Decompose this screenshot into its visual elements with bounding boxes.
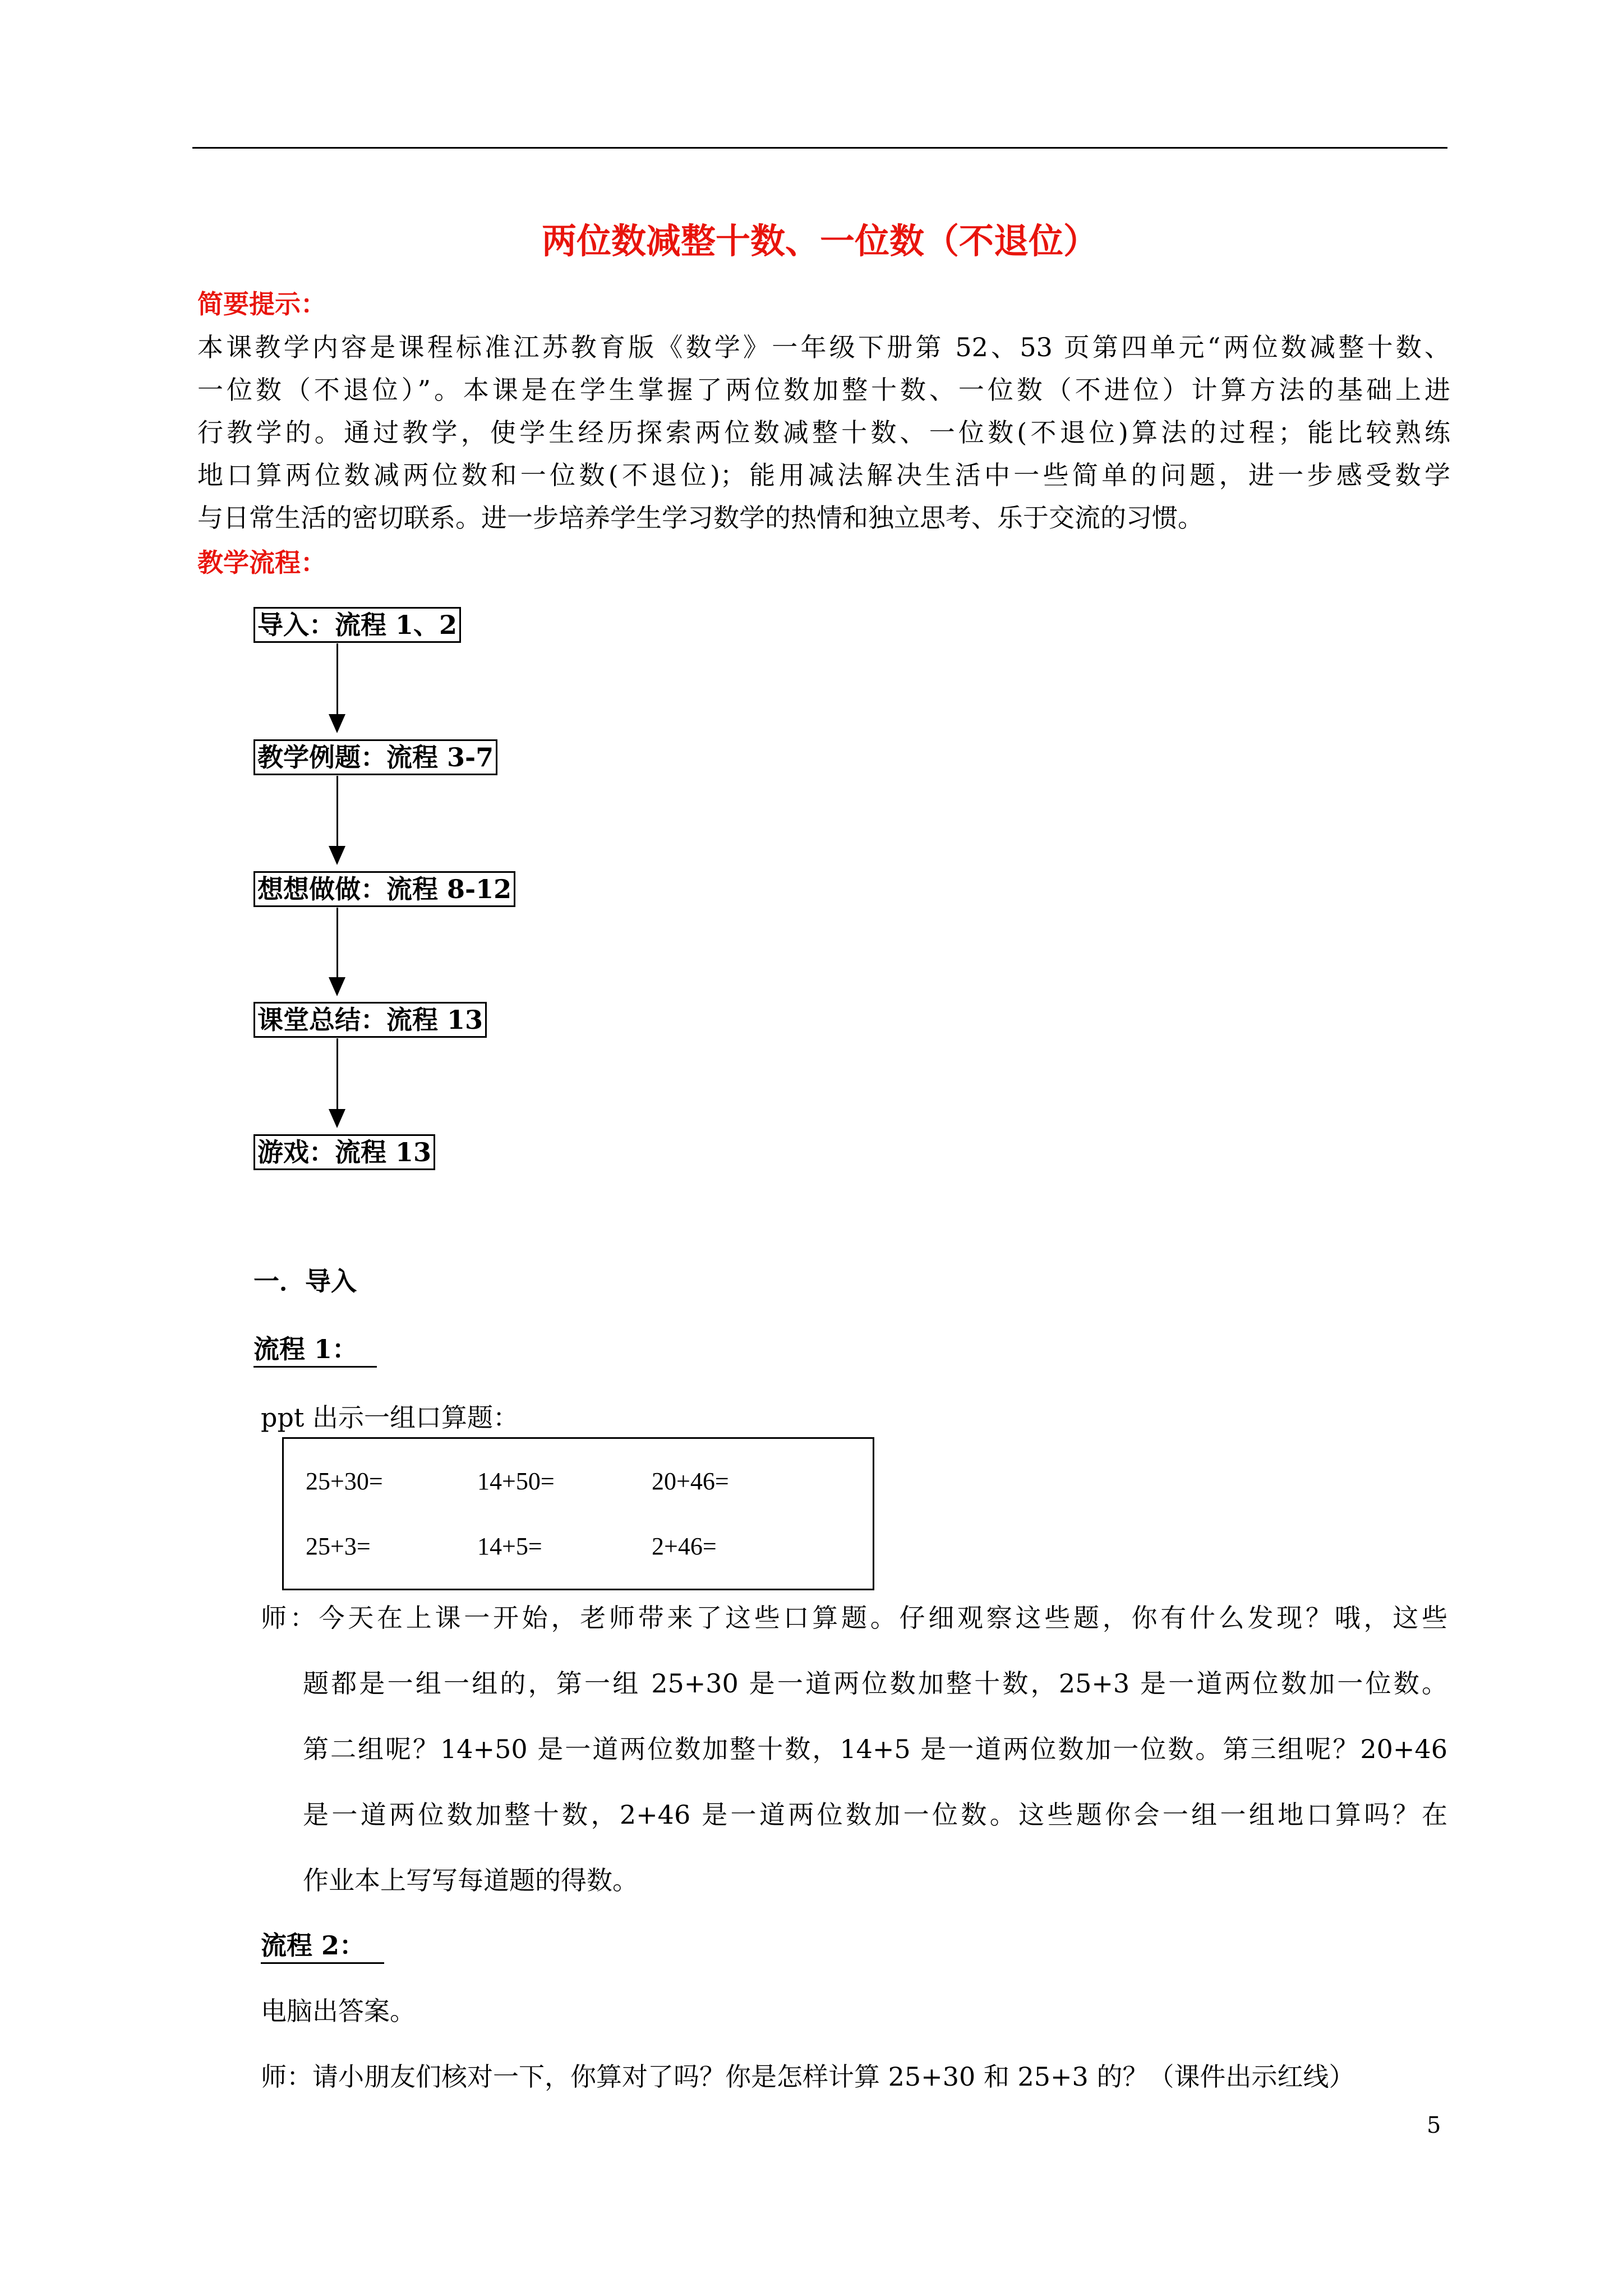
intro-line: 一位数（不退位）”。本课是在学生掌握了两位数加整十数、一位数（不进位）计算方法的基础上进 — [197, 375, 1450, 405]
calc-problem: 25+3= — [306, 1533, 371, 1560]
flow-step-game: 游戏：流程 13 — [253, 1134, 435, 1170]
teacher-line: 题都是一组一组的，第一组 25+30 是一道两位数加整十数，25+3 是一道两位数加一位数。 — [303, 1668, 1447, 1699]
calc-problem: 2+46= — [652, 1533, 717, 1560]
calc-problem: 14+5= — [477, 1533, 542, 1560]
process-1-label: 流程 1： — [253, 1332, 377, 1368]
flow-arrow — [336, 908, 338, 994]
intro-line: 地口算两位数减两位数和一位数(不退位)；能用减法解决生活中一些简单的问题，进一步感受数学 — [197, 460, 1450, 490]
ppt-intro-text: ppt 出示一组口算题： — [261, 1402, 519, 1433]
calc-problem: 25+30= — [306, 1467, 383, 1495]
flow-step-summary: 课堂总结：流程 13 — [253, 1002, 487, 1038]
flow-step-intro: 导入：流程 1、2 — [253, 607, 461, 643]
flow-arrow — [336, 776, 338, 863]
intro-line: 与日常生活的密切联系。进一步培养学生学习数学的热情和独立思考、乐于交流的习惯。 — [197, 503, 1204, 533]
teacher-line: 是一道两位数加整十数，2+46 是一道两位数加一位数。这些题你会一组一组地口算吗？在 — [303, 1800, 1447, 1830]
computer-answer-text: 电脑出答案。 — [261, 1996, 416, 2026]
teacher-question-text: 师：请小朋友们核对一下，你算对了吗？你是怎样计算 25+30 和 25+3 的？（课件出示红线） — [261, 2062, 1355, 2092]
teacher-line: 第二组呢？14+50 是一道两位数加整十数，14+5 是一道两位数加一位数。第三组呢？20+46 — [303, 1734, 1447, 1764]
header-rule — [192, 147, 1447, 149]
calc-problem: 14+50= — [477, 1467, 555, 1495]
teacher-line: 作业本上写写每道题的得数。 — [303, 1865, 638, 1895]
calc-problems-box — [282, 1437, 874, 1590]
flow-step-example: 教学例题：流程 3-7 — [253, 739, 497, 775]
summary-heading: 简要提示： — [197, 289, 326, 319]
intro-line: 本课教学内容是课程标准江苏教育版《数学》一年级下册第 52、53 页第四单元“两位数减整十数、 — [197, 332, 1450, 362]
calc-problem: 20+46= — [652, 1467, 729, 1495]
page-title: 两位数减整十数、一位数（不退位） — [541, 220, 1098, 261]
flow-step-practice: 想想做做：流程 8-12 — [253, 871, 515, 907]
teacher-line: 师：今天在上课一开始，老师带来了这些口算题。仔细观察这些题，你有什么发现？哦，这些 — [261, 1603, 1447, 1633]
flow-arrow — [336, 1038, 338, 1126]
intro-line: 行教学的。通过教学，使学生经历探索两位数减整十数、一位数(不退位)算法的过程；能比较熟练 — [197, 417, 1450, 448]
page-number: 5 — [1427, 2113, 1441, 2138]
process-2-label: 流程 2： — [261, 1929, 384, 1964]
flow-arrow — [336, 643, 338, 731]
flow-heading: 教学流程： — [197, 547, 326, 578]
section-title-intro: 一．导入 — [253, 1266, 357, 1296]
